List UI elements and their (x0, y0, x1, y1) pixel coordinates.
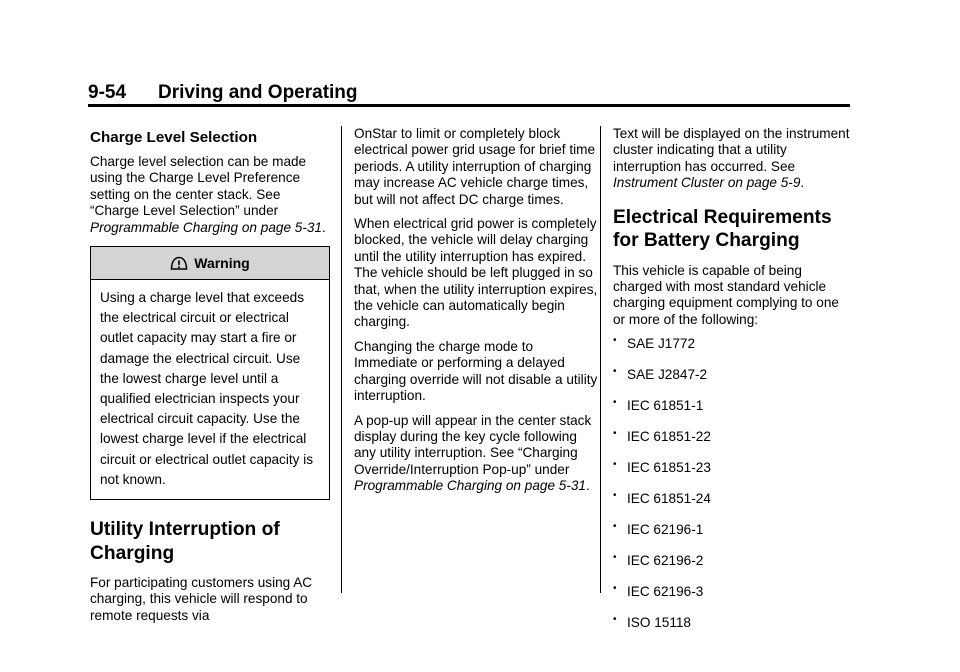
paragraph: OnStar to limit or completely block electrical power grid usage for brief time periods. A utility interruption of charging may increase AC vehicle charge times, but will not affect DC charge times. (354, 126, 596, 207)
standard-label: SAE J2847-2 (627, 367, 708, 383)
warning-box (90, 246, 330, 500)
list-item (613, 367, 853, 398)
standard-label: IEC 61851-22 (627, 429, 711, 445)
warning-symbol-icon (170, 256, 188, 270)
page-number: 9-54 (88, 82, 127, 103)
bullet-icon: • (613, 428, 617, 440)
standard-label: IEC 62196-3 (627, 584, 704, 600)
cross-reference-link[interactable]: Programmable Charging on page 5-31 (90, 219, 322, 235)
standards-list (613, 336, 853, 646)
list-item (613, 615, 853, 646)
paragraph (90, 154, 330, 236)
warning-header (91, 247, 329, 280)
column-1 (90, 126, 330, 632)
bullet-icon: • (613, 397, 617, 409)
list-item (613, 522, 853, 553)
list-item (613, 460, 853, 491)
column-2 (354, 126, 598, 503)
list-item (613, 584, 853, 615)
column-divider (600, 126, 601, 593)
warning-title: Warning (194, 254, 250, 271)
column-divider (341, 126, 342, 593)
cross-reference-link[interactable]: Instrument Cluster on page 5-9 (613, 175, 801, 191)
bullet-icon: • (613, 366, 617, 378)
heading-electrical-requirements: Electrical Requirements for Battery Charging (613, 206, 832, 252)
standard-label: IEC 62196-2 (627, 553, 704, 569)
header-rule (88, 104, 850, 107)
bullet-icon: • (613, 552, 617, 564)
bullet-icon: • (613, 335, 617, 347)
heading-utility-interruption: Utility Interruption of Charging (90, 519, 280, 564)
paragraph-end: . (586, 478, 590, 494)
standard-label: IEC 61851-1 (627, 398, 704, 414)
paragraph-text: A pop-up will appear in the center stack display during the key cycle following any utility interruption. See “Charging Override/Interruption Pop-up” under (354, 412, 592, 477)
bullet-icon: • (613, 459, 617, 471)
standard-label: SAE J1772 (627, 336, 696, 352)
paragraph-text: Text will be displayed on the instrument cluster indicating that a utility interruption has occurred. See (613, 126, 850, 174)
paragraph-end: . (800, 175, 805, 191)
paragraph: This vehicle is capable of being charged with most standard vehicle charging equipment complying to one or more of the following: (613, 262, 839, 327)
standard-label: IEC 61851-24 (627, 491, 711, 507)
bullet-icon: • (613, 521, 617, 533)
cross-reference-link[interactable]: Programmable Charging on page 5-31 (354, 478, 586, 494)
column-3 (613, 126, 853, 646)
list-item (613, 398, 853, 429)
bullet-icon: • (613, 583, 617, 595)
bullet-icon: • (613, 614, 617, 626)
standard-label: IEC 62196-1 (627, 522, 704, 538)
section-title: Driving and Operating (158, 82, 358, 103)
paragraph: Changing the charge mode to Immediate or performing a delayed charging override will not disable a utility interruption. (354, 338, 598, 404)
paragraph-end: . (322, 219, 326, 235)
bullet-icon: • (613, 490, 617, 502)
heading-charge-level-selection: Charge Level Selection (90, 129, 258, 146)
list-item (613, 553, 853, 584)
list-item (613, 491, 853, 522)
standard-label: IEC 61851-23 (627, 460, 711, 476)
paragraph-text: Charge level selection can be made using the Charge Level Preference setting on the center stack. See “Charge Level Selection” under (90, 154, 307, 219)
warning-body: Using a charge level that exceeds the electrical circuit or electrical outlet capacity may start a fire or damage the electrical circuit. Use the lowest charge level until a qualified electrician inspects your electrical circuit capacity. Use the lowest charge level if the electrical circuit or electrical outlet capacity is not known. (100, 290, 314, 487)
paragraph: When electrical grid power is completely blocked, the vehicle will delay charging until the utility interruption has expired. The vehicle should be left plugged in so that, when the utility interruption expires, the vehicle can automatically begin charging. (354, 216, 598, 330)
standard-label: ISO 15118 (627, 615, 691, 631)
paragraph (354, 413, 598, 495)
list-item (613, 336, 853, 367)
paragraph (613, 126, 853, 192)
list-item (613, 429, 853, 460)
paragraph: For participating customers using AC charging, this vehicle will respond to remote requests via (90, 575, 313, 623)
